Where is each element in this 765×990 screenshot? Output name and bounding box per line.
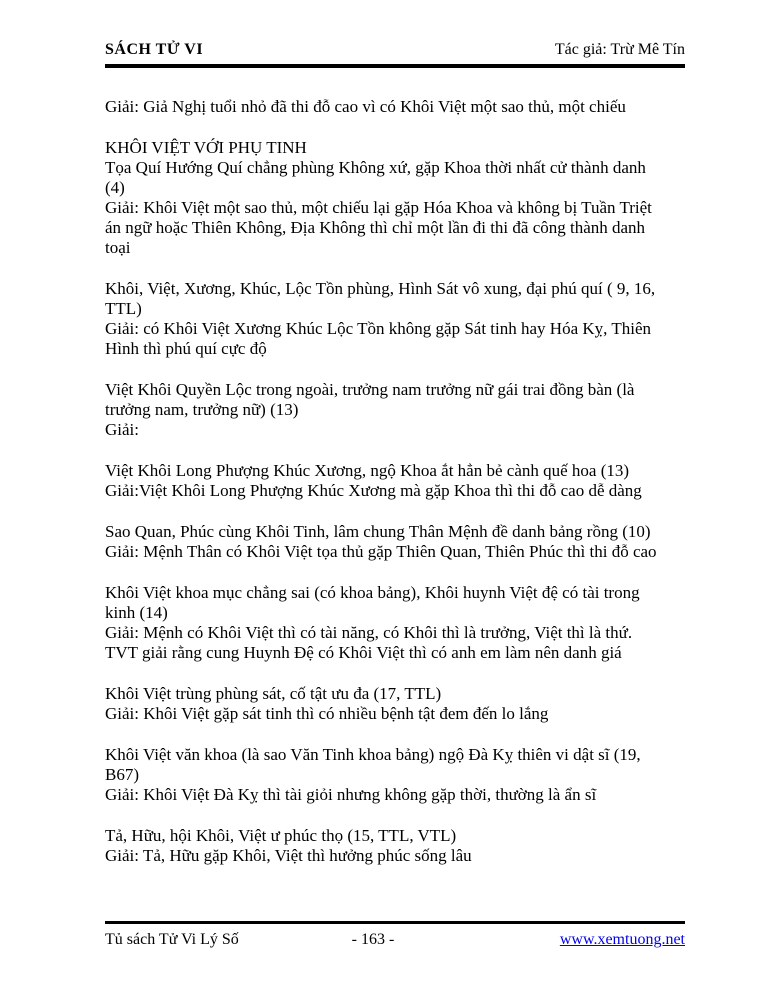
paragraph <box>105 684 695 724</box>
text-line: Giải: Tả, Hữu gặp Khôi, Việt thì hưởng phúc sống lâu <box>105 846 472 865</box>
text-line: (4) <box>105 178 125 197</box>
text-line: Tả, Hữu, hội Khôi, Việt ư phúc thọ (15, TTL, VTL) <box>105 826 457 845</box>
text-line: Giải: Khôi Việt Đà Kỵ thì tài giỏi nhưng không gặp thời, thường là ẩn sĩ <box>105 785 597 804</box>
paragraph <box>105 461 695 501</box>
text-line: kinh (14) <box>105 603 168 622</box>
paragraph <box>105 522 695 562</box>
text-line: Giải: Giả Nghị tuổi nhỏ đã thi đỗ cao vì có Khôi Việt một sao thủ, một chiếu <box>105 97 626 116</box>
text-line: Giải: Mệnh có Khôi Việt thì có tài năng, có Khôi thì là trưởng, Việt thì là thứ. <box>105 623 633 642</box>
text-line: Giải: Mệnh Thân có Khôi Việt tọa thủ gặp Thiên Quan, Thiên Phúc thì thi đỗ cao <box>105 542 657 561</box>
paragraph <box>105 97 695 117</box>
paragraph <box>105 583 695 663</box>
text-line: Khôi, Việt, Xương, Khúc, Lộc Tồn phùng, Hình Sát vô xung, đại phú quí ( 9, 16, <box>105 279 656 298</box>
text-line: Việt Khôi Long Phượng Khúc Xương, ngộ Khoa ắt hẳn bẻ cành quế hoa (13) <box>105 461 630 480</box>
text-line: B67) <box>105 765 139 784</box>
text-line: Giải: có Khôi Việt Xương Khúc Lộc Tồn không gặp Sát tinh hay Hóa Kỵ, Thiên <box>105 319 651 338</box>
text-line: Giải:Việt Khôi Long Phượng Khúc Xương mà gặp Khoa thì thi đỗ cao dễ dàng <box>105 481 642 500</box>
text-line: toại <box>105 238 131 257</box>
text-line: KHÔI VIỆT VỚI PHỤ TINH <box>105 138 307 157</box>
text-line: Khôi Việt văn khoa (là sao Văn Tinh khoa bảng) ngộ Đà Kỵ thiên vi dật sĩ (19, <box>105 745 641 764</box>
header-author: Tác giả: Trừ Mê Tín <box>554 41 685 58</box>
paragraph <box>105 138 695 258</box>
page-header <box>105 40 685 68</box>
footer-website-link[interactable]: www.xemtuong.net <box>559 931 685 948</box>
text-line: Khôi Việt khoa mục chẳng sai (có khoa bảng), Khôi huynh Việt đệ có tài trong <box>105 583 640 602</box>
document-body <box>105 97 695 887</box>
text-line: TTL) <box>105 299 142 318</box>
text-line: Giải: Khôi Việt một sao thủ, một chiếu lại gặp Hóa Khoa và không bị Tuần Triệt <box>105 198 652 217</box>
text-line: Hình thì phú quí cực độ <box>105 339 267 358</box>
paragraph <box>105 826 695 866</box>
paragraph <box>105 279 695 359</box>
text-line: Giải: Khôi Việt gặp sát tinh thì có nhiều bệnh tật đem đến lo lắng <box>105 704 549 723</box>
text-line: trưởng nam, trưởng nữ) (13) <box>105 400 299 419</box>
text-line: Tọa Quí Hướng Quí chẳng phùng Không xứ, gặp Khoa thời nhất cử thành danh <box>105 158 646 177</box>
text-line: Khôi Việt trùng phùng sát, cố tật ưu đa (17, TTL) <box>105 684 442 703</box>
page-footer <box>105 921 685 949</box>
text-line: Giải: <box>105 420 139 439</box>
text-line: Sao Quan, Phúc cùng Khôi Tinh, lâm chung Thân Mệnh đề danh bảng rồng (10) <box>105 522 651 541</box>
paragraph <box>105 745 695 805</box>
text-line: TVT giải rằng cung Huynh Đệ có Khôi Việt thì có anh em làm nên danh giá <box>105 643 622 662</box>
text-line: án ngữ hoặc Thiên Không, Địa Không thì chỉ một lần đi thi đã công thành danh <box>105 218 646 237</box>
paragraph <box>105 380 695 440</box>
text-line: Việt Khôi Quyền Lộc trong ngoài, trưởng nam trưởng nữ gái trai đồng bàn (là <box>105 380 635 399</box>
header-book-title: SÁCH TỬ VI <box>105 41 204 58</box>
footer-page-number: - 163 - <box>351 931 395 948</box>
footer-series-title: Tủ sách Tử Vi Lý Số <box>105 931 239 948</box>
